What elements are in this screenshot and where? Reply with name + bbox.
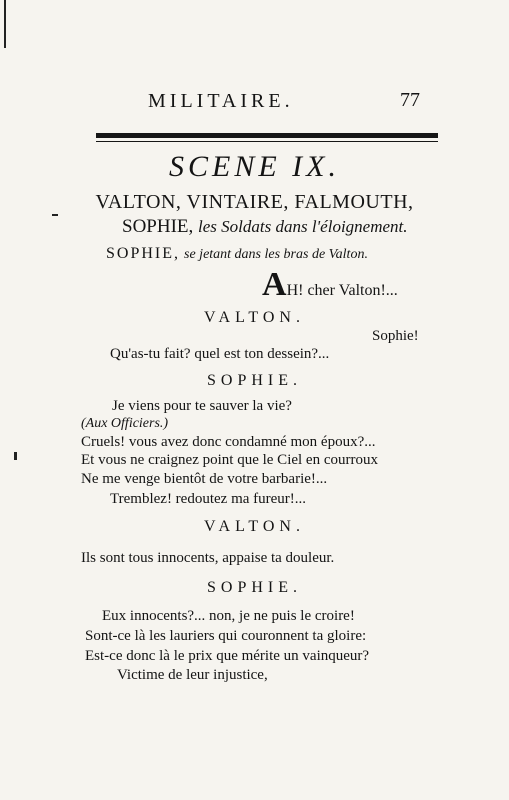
verse-line: Ne me venge bientôt de votre barbarie!... (81, 471, 328, 487)
verse-line-text: H! cher Valton!... (286, 282, 398, 299)
verse-line: Et vous ne craignez point que le Ciel en courroux (81, 452, 378, 468)
verse-line: Victime de leur injustice, (117, 667, 268, 683)
header-rule-thin (96, 141, 438, 142)
scene-stage-note: les Soldats dans l'éloignement. (198, 217, 408, 236)
speaker-name: VALTON. (204, 518, 305, 535)
scan-edge-mark (4, 0, 6, 48)
ink-speck (52, 214, 58, 216)
verse-line: Cruels! vous avez donc condamné mon époux?... (81, 434, 376, 450)
ink-speck (14, 452, 17, 460)
scene-characters-line1: VALTON, VINTAIRE, FALMOUTH, (95, 191, 414, 213)
verse-line-dropcap (262, 266, 398, 304)
drop-cap: A (262, 266, 287, 303)
speaker-name: SOPHIE, (106, 245, 181, 262)
verse-line: Sont-ce là les lauriers qui couronnent ta gloire: (85, 628, 367, 644)
page-number: 77 (400, 89, 420, 111)
verse-line: Sophie! (372, 328, 419, 344)
verse-line: Est-ce donc là le prix que mérite un vainqueur? (85, 648, 370, 664)
speaker-name: SOPHIE. (206, 372, 302, 389)
speaker-name: VALTON. (204, 309, 305, 326)
stage-direction: se jetant dans les bras de Valton. (184, 247, 368, 262)
scene-title: SCENE IX. (169, 150, 340, 183)
header-rule-thick (96, 133, 438, 138)
verse-line: Tremblez! redoutez ma fureur!... (110, 491, 307, 507)
verse-line: Qu'as-tu fait? quel est ton dessein?... (110, 346, 330, 362)
stage-direction: (Aux Officiers.) (81, 416, 169, 431)
speaker-heading (106, 245, 368, 263)
verse-line: Eux innocents?... non, je ne puis le croire! (102, 608, 355, 624)
verse-line: Je viens pour te sauver la vie? (112, 398, 292, 414)
verse-line: Ils sont tous innocents, appaise ta douleur. (81, 550, 335, 566)
speaker-name: SOPHIE. (206, 579, 302, 596)
running-title: MILITAIRE. (148, 90, 294, 112)
scene-characters-names: SOPHIE, (122, 216, 194, 237)
scene-characters-line2 (122, 216, 408, 238)
